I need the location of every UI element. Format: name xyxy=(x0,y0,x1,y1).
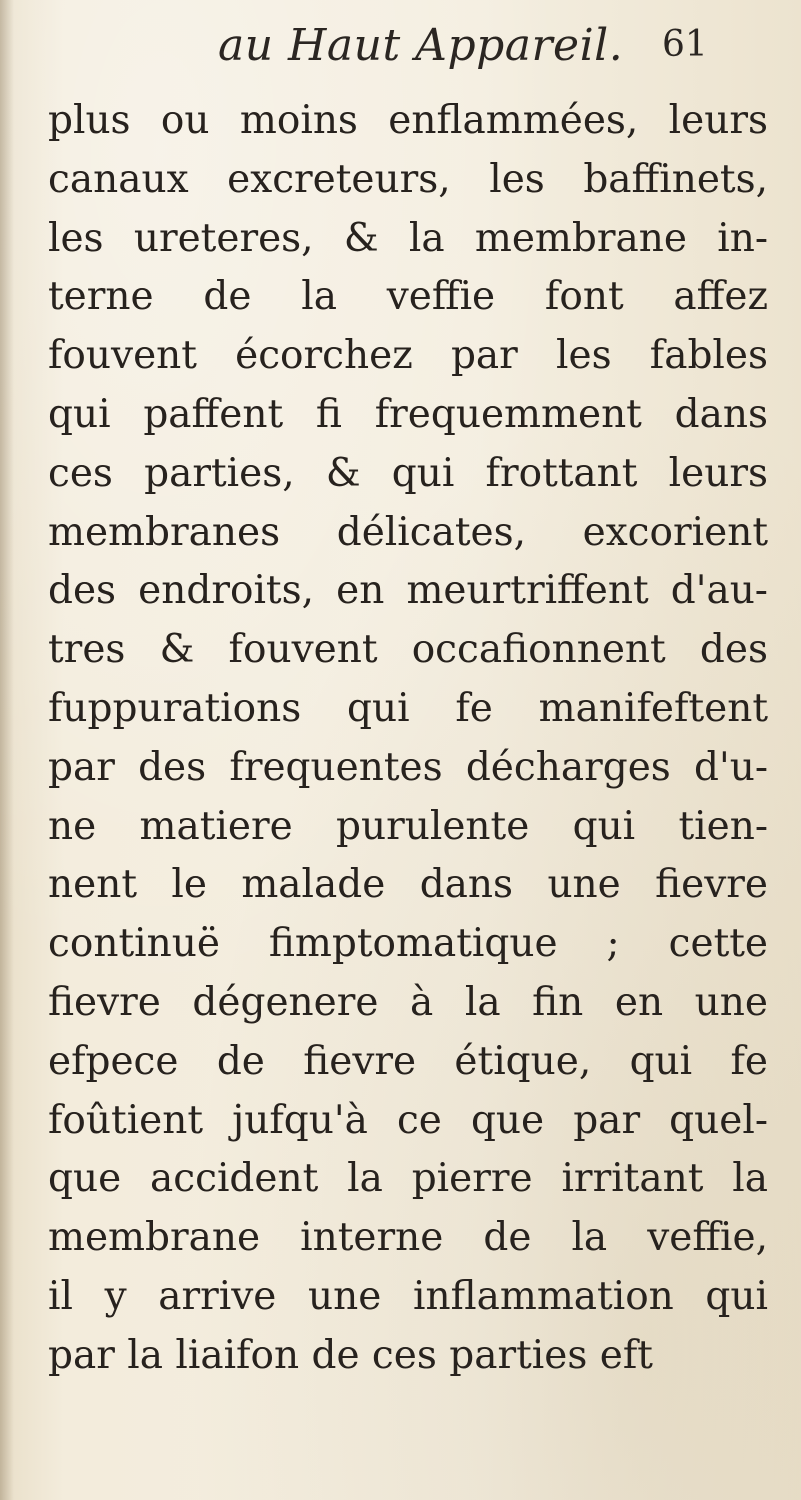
text-line: canaux excreteurs, les baffinets, xyxy=(48,156,768,202)
body-text xyxy=(48,92,768,1386)
text-line: fievre dégenere à la fin en une xyxy=(48,979,768,1025)
text-line: fouvent écorchez par les fables xyxy=(48,333,768,379)
text-line: membrane interne de la veffie, xyxy=(48,1215,768,1261)
text-line: ces parties, & qui frottant leurs xyxy=(48,450,768,496)
running-title: au Haut Appareil. xyxy=(218,20,624,71)
text-line: fuppurations qui fe manifeftent xyxy=(48,685,768,731)
text-line: foûtient jufqu'à ce que par quel- xyxy=(48,1097,768,1143)
text-line: il y arrive une inflammation qui xyxy=(48,1273,768,1319)
text-line: qui paffent fi frequemment dans xyxy=(48,391,768,437)
text-line: nent le malade dans une fievre xyxy=(48,862,768,908)
text-line: par des frequentes décharges d'u- xyxy=(48,744,768,790)
text-line: plus ou moins enflammées, leurs xyxy=(48,98,768,143)
text-line: que accident la pierre irritant la xyxy=(48,1156,768,1202)
page-gutter-shadow xyxy=(0,0,14,1500)
page-number: 61 xyxy=(662,24,708,65)
text-line: continuë fimptomatique ; cette xyxy=(48,921,768,967)
page-header xyxy=(0,20,801,80)
text-line: membranes délicates, excorient xyxy=(48,509,768,555)
text-line: les ureteres, & la membrane in- xyxy=(48,215,768,261)
text-line: terne de la veffie font affez xyxy=(48,274,768,320)
text-line: des endroits, en meurtriffent d'au- xyxy=(48,568,768,614)
text-line: ne matiere purulente qui tien- xyxy=(48,803,768,849)
text-line: efpece de fievre étique, qui fe xyxy=(48,1038,768,1084)
text-line: par la liaifon de ces parties eft xyxy=(48,1332,653,1378)
text-line: tres & fouvent occafionnent des xyxy=(48,627,768,673)
